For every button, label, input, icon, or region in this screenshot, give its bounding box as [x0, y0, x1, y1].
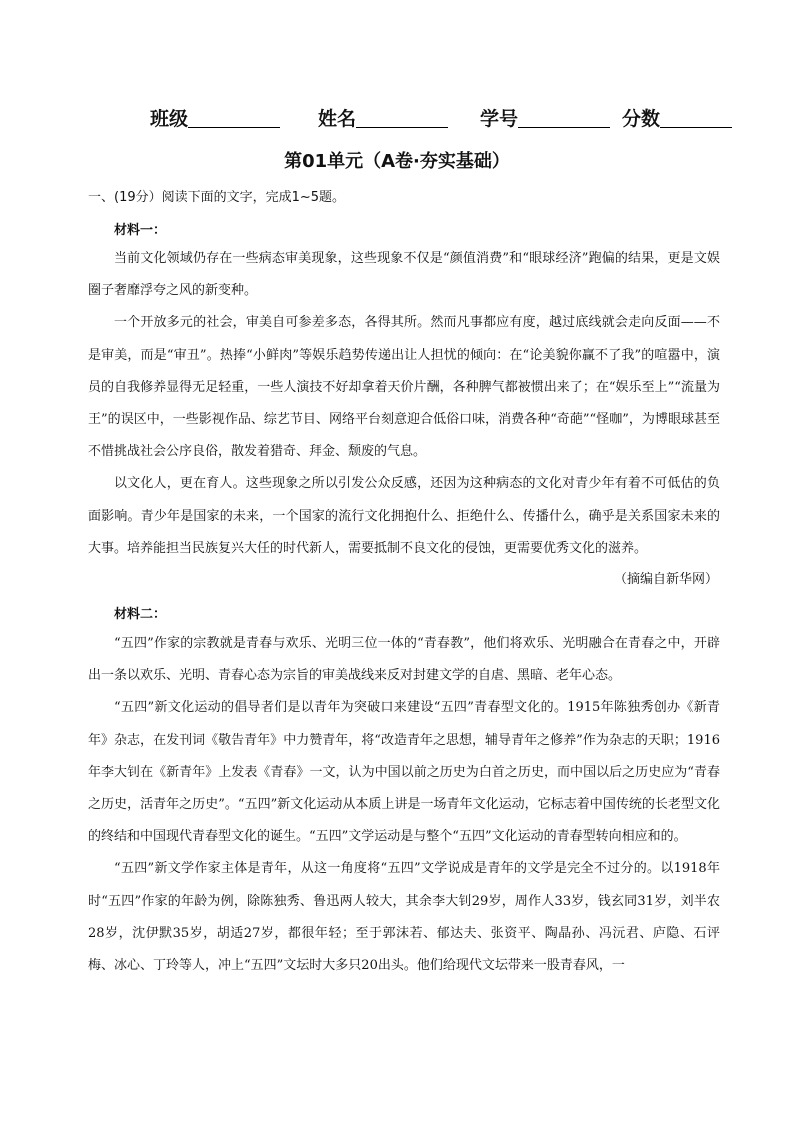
name-blank[interactable]	[356, 109, 448, 128]
material2-paragraph: “五四”新文学作家主体是青年，从这一角度将“五四”文学说成是青年的文学是完全不过分的。以1918年时“五四”作家的年龄为例，除陈独秀、鲁迅两人较大，其余李大钊29岁，周作人33岁，钱玄同31岁，刘半农28岁，沈伊默35岁，胡适27岁，都很年轻；至于郭沫若、郁达夫、张资平、陶晶孙、冯沅君、庐隐、石评梅、冰心、丁玲等人，冲上“五四”文坛时大多只20出头。他们给现代文坛带来一股青春风，一	[88, 861, 720, 974]
class-blank[interactable]	[188, 109, 280, 128]
unit-title: 第01单元（A卷·夯实基础）	[284, 151, 510, 172]
class-field	[150, 104, 280, 131]
score-blank[interactable]	[660, 109, 732, 128]
material2-body	[88, 628, 720, 982]
material1-paragraph: 一个开放多元的社会，审美自可参差多态，各得其所。然而凡事都应有度，越过底线就会走向反面——不是审美，而是“审丑”。热捧“小鲜肉”等娱乐趋势传递出让人担忧的倾向：在“论美貌你赢不了我”的喧嚣中，演员的自我修养显得无足轻重，一些人演技不好却拿着天价片酬，各种脾气都被惯出来了；在“娱乐至上”“流量为王”的误区中，一些影视作品、综艺节目、网络平台刻意迎合低俗口味，消费各种“奇葩”“怪咖”，为博眼球甚至不惜挑战社会公序良俗，散发着猎奇、拜金、颓废的气息。	[88, 315, 720, 460]
material1-body	[88, 243, 720, 565]
score-label: 分数	[622, 108, 661, 130]
name-label: 姓名	[318, 108, 357, 130]
material1-paragraph: 当前文化领域仍存在一些病态审美现象，这些现象不仅是“颜值消费”和“眼球经济”跑偏的结果，更是文娱圈子奢靡浮夸之风的新变种。	[88, 251, 720, 299]
material2-paragraph: “五四”新文化运动的倡导者们是以青年为突破口来建设“五四”青春型文化的。1915年陈独秀创办《新青年》杂志，在发刊词《敬告青年》中力赞青年，将“改造青年之思想，辅导青年之修养”作为杂志的天职；1916年李大钊在《新青年》上发表《青春》一文，认为中国以前之历史为白首之历史，而中国以后之历史应为“青春之历史，活青年之历史”。“五四”新文化运动从本质上讲是一场青年文化运动，它标志着中国传统的长老型文化的终结和中国现代青春型文化的诞生。“五四”文学运动是与整个“五四”文化运动的青春型转向相应和的。	[88, 700, 720, 845]
score-field	[622, 104, 732, 131]
class-label: 班级	[150, 108, 189, 130]
material2-paragraph: “五四”作家的宗教就是青春与欢乐、光明三位一体的“青春教”，他们将欢乐、光明融合在青春之中，开辟出一条以欢乐、光明、青春心态为宗旨的审美战线来反对封建文学的自虐、黑暗、老年心态。	[88, 636, 720, 684]
material1-source: （摘编自新华网）	[613, 572, 718, 587]
student-id-label: 学号	[480, 108, 519, 130]
material1-heading: 材料一：	[114, 223, 167, 238]
student-id-blank[interactable]	[518, 109, 610, 128]
material1-paragraph: 以文化人，更在育人。这些现象之所以引发公众反感，还因为这种病态的文化对青少年有着不可低估的负面影响。青少年是国家的未来，一个国家的流行文化拥抱什么、拒绝什么、传播什么，确乎是关系国家未来的大事。培养能担当民族复兴大任的时代新人，需要抵制不良文化的侵蚀，更需要优秀文化的滋养。	[88, 476, 720, 556]
material2-heading: 材料二：	[114, 607, 167, 622]
question-prompt: 一、(19分）阅读下面的文字，完成1~5题。	[88, 190, 346, 205]
name-field	[318, 104, 448, 131]
student-id-field	[480, 104, 610, 131]
student-info-header	[150, 104, 750, 131]
